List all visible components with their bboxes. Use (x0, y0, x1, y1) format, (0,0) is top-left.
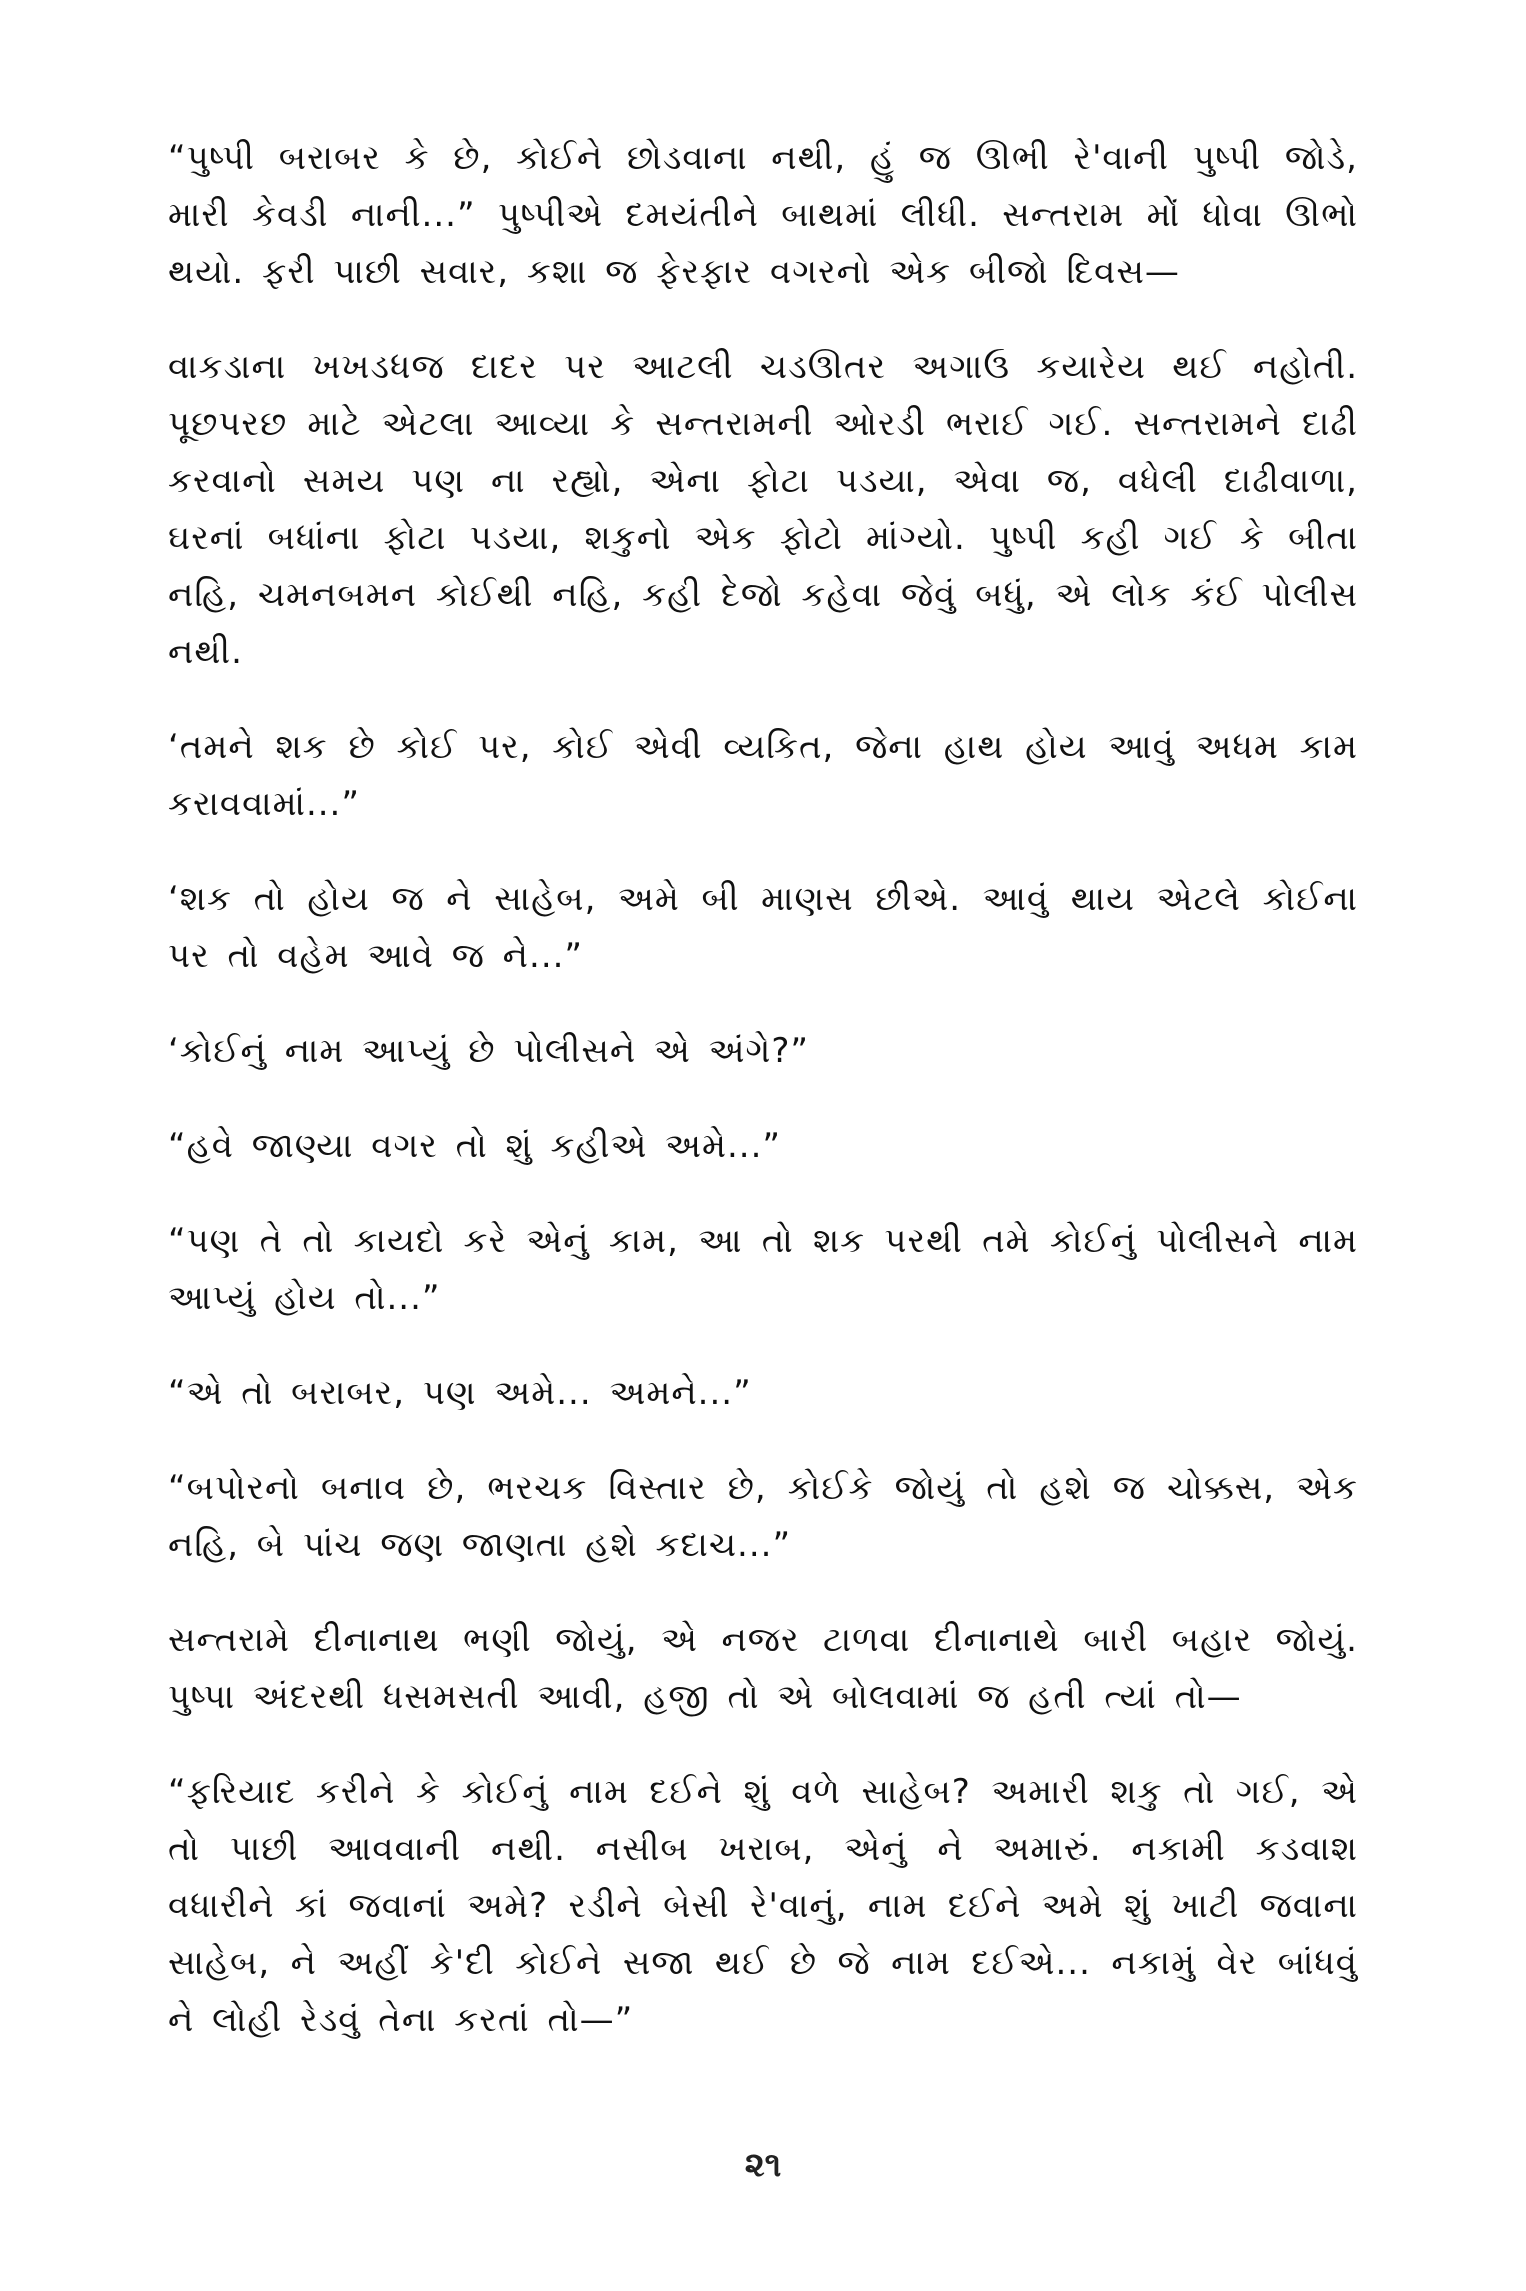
paragraph-5: ‘કોઈનું નામ આપ્યું છે પોલીસને એ અંગે?” (168, 1031, 810, 1071)
paragraph-7: “પણ તે તો કાયદો કરે એનું કામ, આ તો શક પરથી તમે કોઈનું પોલીસને નામ આપ્યું હોય તો...” (168, 1221, 1358, 1318)
paragraph-4: ‘શક તો હોય જ ને સાહેબ, અમે બી માણસ છીએ. આવું થાય એટલે કોઈના પર તો વહેમ આવે જ ને...” (168, 879, 1358, 976)
paragraph-8: “એ તો બરાબર, પણ અમે... અમને...” (168, 1373, 752, 1413)
page-number: ૨૧ (744, 2145, 782, 2185)
document-page (168, 130, 1358, 2220)
paragraph-3: ‘તમને શક છે કોઈ પર, કોઈ એવી વ્યકિત, જેના હાથ હોય આવું અધમ કામ કરાવવામાં...” (168, 727, 1358, 824)
paragraph-11: “ફરિયાદ કરીને કે કોઈનું નામ દઈને શું વળે સાહેબ? અમારી શકુ તો ગઈ, એ તો પાછી આવવાની નથી. નસીબ ખરાબ, એનું ને અમારું. નકામી કડવાશ વધારીને કાં જવાનાં અમે? રડીને બેસી રે'વાનું, નામ દઈને અમે શું ખાટી જવાના સાહેબ, ને અહીં કે'દી કોઈને સજા થઈ છે જે નામ દઈએ... નકામું વેર બાંધવું ને લોહી રેડવું તેના કરતાં તો—” (168, 1772, 1358, 2040)
paragraph-6: “હવે જાણ્યા વગર તો શું કહીએ અમે...” (168, 1126, 782, 1166)
paragraph-2: વાકડાના ખખડધજ દાદર પર આટલી ચડઊતર અગાઉ કયારેય થઈ નહોતી. પૂછપરછ માટે એટલા આવ્યા કે સન્તરામની ઓરડી ભરાઈ ગઈ. સન્તરામને દાઢી કરવાનો સમય પણ ના રહ્યો, એના ફોટા પડયા, એવા જ, વધેલી દાઢીવાળા, ઘરનાં બધાંના ફોટા પડયા, શકુનો એક ફોટો માંગ્યો. પુષ્પી કહી ગઈ કે બીતા નહિ, ચમનબમન કોઈથી નહિ, કહી દેજો કહેવા જેવું બધું, એ લોક કંઈ પોલીસ નથી. (168, 347, 1358, 672)
paragraph-9: “બપોરનો બનાવ છે, ભરચક વિસ્તાર છે, કોઈકે જોયું તો હશે જ ચોક્કસ, એક નહિ, બે પાંચ જણ જાણતા હશે કદાચ...” (168, 1468, 1358, 1565)
paragraph-1: “પુષ્પી બરાબર કે છે, કોઈને છોડવાના નથી, હું જ ઊભી રે'વાની પુષ્પી જોડે, મારી કેવડી નાની...” પુષ્પીએ દમયંતીને બાથમાં લીધી. સન્તરામ મોં ધોવા ઊભો થયો. ફરી પાછી સવાર, કશા જ ફેરફાર વગરનો એક બીજો દિવસ— (168, 138, 1358, 292)
paragraph-10: સન્તરામે દીનાનાથ ભણી જોયું, એ નજર ટાળવા દીનાનાથે બારી બહાર જોયું. પુષ્પા અંદરથી ધસમસતી આવી, હજી તો એ બોલવામાં જ હતી ત્યાં તો— (168, 1620, 1358, 1717)
